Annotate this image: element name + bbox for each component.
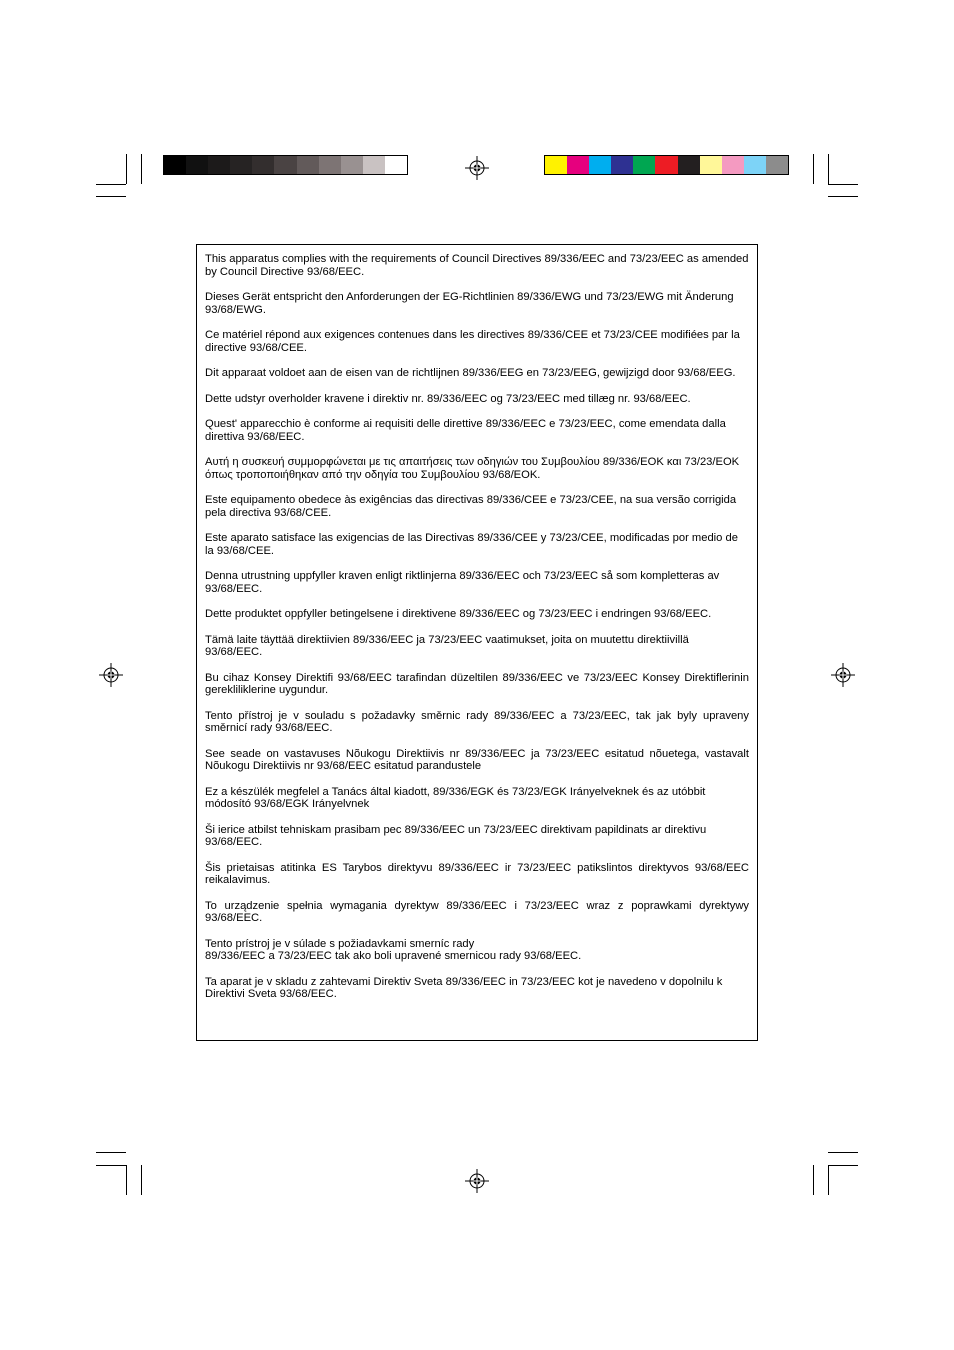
crop-mark — [126, 154, 127, 184]
registration-mark-icon — [465, 156, 489, 180]
color-swatch-11 — [766, 156, 788, 174]
color-swatch-1 — [545, 156, 567, 174]
color-swatch-6 — [655, 156, 677, 174]
gray-swatch-11 — [385, 156, 407, 174]
declaration-tr: Bu cihaz Konsey Direktifi 93/68/EEC tarafindan düzeltilen 89/336/EEC ve 73/23/EEC Konsey Direktiflerinin gerekliliklerine uygundur. — [205, 671, 749, 696]
declaration-cs: Tento přístroj je v souladu s požadavky směrnic rady 89/336/EEC a 73/23/EEC, tak jak byly upraveny směrnicí rady 93/68/EEC. — [205, 709, 749, 734]
crop-mark — [141, 1165, 142, 1195]
crop-mark — [96, 1165, 126, 1166]
color-swatch-7 — [678, 156, 700, 174]
declaration-pl: To urządzenie spełnia wymagania dyrektyw 89/336/EEC i 73/23/EEC wraz z poprawkami dyrektywy 93/68/EEC. — [205, 899, 749, 924]
crop-mark — [96, 196, 126, 197]
declaration-line: Tento prístroj je v súlade s požiadavkami smerníc rady — [205, 937, 475, 950]
declaration-fr: Ce matériel répond aux exigences contenues dans les directives 89/336/CEE et 73/23/CEE modifiées par la directive 93/68/CEE. — [205, 329, 740, 354]
registration-mark-icon — [831, 663, 855, 687]
declaration-sv: Denna utrustning uppfyller kraven enligt riktlinjerna 89/336/EEC och 73/23/EEC så som kompletteras av 93/68/EEC. — [205, 570, 720, 595]
declaration-line: 89/336/EEC a 73/23/EEC tak ako boli upravené smernicou rady 93/68/EEC. — [205, 950, 582, 962]
declaration-lv: Ši ierice atbilst tehniskam prasibam pec 89/336/EEC un 73/23/EEC direktivam papildinats ar direktivu 93/68/EEC. — [205, 823, 707, 848]
registration-mark-icon — [465, 1169, 489, 1193]
declaration-nl: Dit apparaat voldoet aan de eisen van de richtlijnen 89/336/EEG en 73/23/EEG, gewijzigd door 93/68/EEG. — [205, 367, 736, 379]
crop-mark — [828, 1165, 829, 1195]
registration-mark-icon — [99, 663, 123, 687]
declaration-en: This apparatus complies with the requirements of Council Directives 89/336/EEC and 73/23/EEC as amended by Council Directive 93/68/EEC. — [205, 253, 749, 278]
color-swatch-9 — [722, 156, 744, 174]
declaration-sl: Ta aparat je v skladu z zahtevami Direktiv Sveta 89/336/EEC in 73/23/EEC kot je navedeno v dopolnilu k Direktivi Sveta 93/68/EEC. — [205, 975, 723, 1000]
color-calibration-bar — [544, 155, 789, 175]
declaration-no: Dette produktet oppfyller betingelsene i direktivene 89/336/EEC og 73/23/EEC i endringen 93/68/EEC. — [205, 608, 712, 620]
gray-swatch-4 — [230, 156, 252, 174]
declaration-sk — [205, 938, 749, 963]
color-swatch-5 — [633, 156, 655, 174]
gray-swatch-7 — [297, 156, 319, 174]
crop-mark — [96, 1152, 126, 1153]
gray-swatch-8 — [319, 156, 341, 174]
crop-mark — [96, 184, 126, 185]
color-swatch-4 — [611, 156, 633, 174]
gray-swatch-5 — [252, 156, 274, 174]
gray-swatch-3 — [208, 156, 230, 174]
crop-mark — [828, 1152, 858, 1153]
declaration-es: Este aparato satisface las exigencias de las Directivas 89/336/CEE y 73/23/CEE, modificadas por medio de la 93/68/CEE. — [205, 532, 738, 557]
declaration-hu: Ez a készülék megfelel a Tanács által kiadott, 89/336/EGK és 73/23/EGK Irányelveknek és az utóbbit módosító 93/68/EGK Irányelvnek — [205, 785, 706, 810]
gray-swatch-9 — [341, 156, 363, 174]
declaration-de: Dieses Gerät entspricht den Anforderungen der EG-Richtlinien 89/336/EWG und 73/23/EWG mit Änderung 93/68/EWG. — [205, 291, 734, 316]
color-swatch-8 — [700, 156, 722, 174]
declaration-da: Dette udstyr overholder kravene i direktiv nr. 89/336/EEC og 73/23/EEC med tillæg nr. 93/68/EEC. — [205, 392, 691, 405]
crop-mark — [813, 1165, 814, 1195]
crop-mark — [828, 1165, 858, 1166]
crop-mark — [141, 154, 142, 184]
declaration-pt: Este equipamento obedece às exigências das directivas 89/336/CEE e 73/23/CEE, na sua versão corrigida pela directiva 93/68/CEE. — [205, 494, 737, 519]
color-swatch-3 — [589, 156, 611, 174]
declaration-it: Quest' apparecchio è conforme ai requisiti delle direttive 89/336/EEC e 73/23/EEC, come emendata dalla direttiva 93/68/EEC. — [205, 418, 726, 443]
declaration-fi: Tämä laite täyttää direktiivien 89/336/EEC ja 73/23/EEC vaatimukset, joita on muutettu direktiivillä 93/68/EEC. — [205, 633, 689, 658]
grayscale-calibration-bar — [163, 155, 408, 175]
gray-swatch-1 — [164, 156, 186, 174]
compliance-declarations-box — [196, 244, 758, 1041]
gray-swatch-6 — [274, 156, 296, 174]
declaration-lt: Šis prietaisas atitinka ES Tarybos direktyvu 89/336/EEC ir 73/23/EEC patikslintos direktyvos 93/68/EEC reikalavimus. — [205, 861, 749, 886]
crop-mark — [828, 184, 858, 185]
declaration-el: Αυτή η συσκευή συμμορφώνεται με τις απαιτήσεις των οδηγιών του Συμβουλίου 89/336/ΕΟΚ και 73/23/ΕΟΚ όπως τροποποιήθηκαν από την οδηγία του Συμβουλίου 93/68/ΕΟΚ. — [205, 456, 740, 481]
gray-swatch-10 — [363, 156, 385, 174]
declaration-et: See seade on vastavuses Nõukogu Direktiivis nr 89/336/EEC ja 73/23/EEC esitatud nõuetega, vastavalt Nõukogu Direktiivis nr 93/68/EEC esitatud parandustele — [205, 747, 749, 772]
crop-mark — [813, 154, 814, 184]
crop-mark — [828, 196, 858, 197]
color-swatch-2 — [567, 156, 589, 174]
gray-swatch-2 — [186, 156, 208, 174]
color-swatch-10 — [744, 156, 766, 174]
crop-mark — [828, 154, 829, 184]
crop-mark — [126, 1165, 127, 1195]
